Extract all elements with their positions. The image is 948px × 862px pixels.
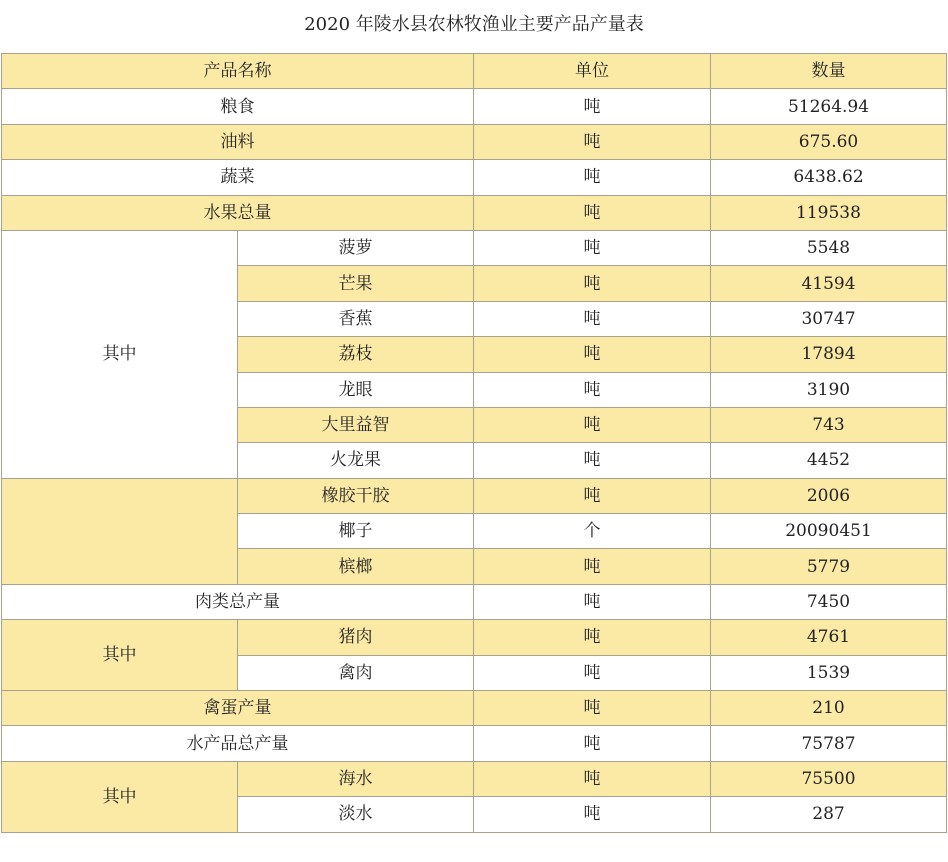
row-unit: 个	[474, 514, 711, 549]
row-unit: 吨	[474, 89, 711, 124]
row-name: 火龙果	[238, 443, 474, 478]
table-row	[2, 89, 947, 124]
row-quantity: 287	[711, 797, 947, 832]
row-name: 猪肉	[238, 620, 474, 655]
row-unit: 吨	[474, 124, 711, 159]
row-quantity: 743	[711, 407, 947, 442]
row-unit: 吨	[474, 655, 711, 690]
row-name: 水产品总产量	[2, 726, 474, 761]
row-unit: 吨	[474, 797, 711, 832]
table-row	[2, 195, 947, 230]
production-table	[1, 53, 947, 833]
row-name: 蔬菜	[2, 160, 474, 195]
row-quantity: 7450	[711, 584, 947, 619]
row-name: 槟榔	[238, 549, 474, 584]
row-quantity: 210	[711, 691, 947, 726]
table-title: 2020 年陵水县农林牧渔业主要产品产量表	[304, 14, 644, 35]
row-name: 龙眼	[238, 372, 474, 407]
header-product-name: 产品名称	[2, 54, 474, 89]
row-quantity: 30747	[711, 301, 947, 336]
row-unit: 吨	[474, 478, 711, 513]
row-unit: 吨	[474, 301, 711, 336]
row-quantity: 4452	[711, 443, 947, 478]
row-unit: 吨	[474, 337, 711, 372]
row-quantity: 4761	[711, 620, 947, 655]
row-quantity: 75500	[711, 761, 947, 796]
row-quantity: 41594	[711, 266, 947, 301]
row-name: 大里益智	[238, 407, 474, 442]
table-row	[2, 584, 947, 619]
table-row	[2, 761, 947, 796]
row-unit: 吨	[474, 372, 711, 407]
row-unit: 吨	[474, 230, 711, 265]
row-name: 荔枝	[238, 337, 474, 372]
row-unit: 吨	[474, 407, 711, 442]
row-name: 禽肉	[238, 655, 474, 690]
row-quantity: 75787	[711, 726, 947, 761]
row-unit: 吨	[474, 195, 711, 230]
header-unit: 单位	[474, 54, 711, 89]
row-unit: 吨	[474, 620, 711, 655]
row-quantity: 51264.94	[711, 89, 947, 124]
table-row	[2, 478, 947, 513]
group-label-fruit: 其中	[2, 230, 238, 478]
table-row	[2, 726, 947, 761]
row-quantity: 6438.62	[711, 160, 947, 195]
row-name: 菠萝	[238, 230, 474, 265]
row-unit: 吨	[474, 761, 711, 796]
header-quantity: 数量	[711, 54, 947, 89]
row-name: 香蕉	[238, 301, 474, 336]
row-name: 水果总量	[2, 195, 474, 230]
row-name: 椰子	[238, 514, 474, 549]
group-label-meat: 其中	[2, 620, 238, 691]
row-quantity: 675.60	[711, 124, 947, 159]
row-name: 粮食	[2, 89, 474, 124]
row-name: 橡胶干胶	[238, 478, 474, 513]
row-name: 油料	[2, 124, 474, 159]
row-quantity: 2006	[711, 478, 947, 513]
row-unit: 吨	[474, 549, 711, 584]
table-row	[2, 691, 947, 726]
row-unit: 吨	[474, 584, 711, 619]
table-row	[2, 160, 947, 195]
row-name: 海水	[238, 761, 474, 796]
row-quantity: 1539	[711, 655, 947, 690]
row-unit: 吨	[474, 691, 711, 726]
row-unit: 吨	[474, 443, 711, 478]
row-quantity: 5779	[711, 549, 947, 584]
row-unit: 吨	[474, 160, 711, 195]
table-row	[2, 124, 947, 159]
group-label-aquatic: 其中	[2, 761, 238, 832]
row-quantity: 20090451	[711, 514, 947, 549]
table-row	[2, 230, 947, 265]
row-quantity: 3190	[711, 372, 947, 407]
row-unit: 吨	[474, 266, 711, 301]
header-row	[2, 54, 947, 89]
row-name: 肉类总产量	[2, 584, 474, 619]
table-row	[2, 620, 947, 655]
row-name: 禽蛋产量	[2, 691, 474, 726]
row-quantity: 119538	[711, 195, 947, 230]
row-name: 淡水	[238, 797, 474, 832]
row-quantity: 5548	[711, 230, 947, 265]
row-quantity: 17894	[711, 337, 947, 372]
row-name: 芒果	[238, 266, 474, 301]
row-unit: 吨	[474, 726, 711, 761]
group-label-tropical	[2, 478, 238, 584]
